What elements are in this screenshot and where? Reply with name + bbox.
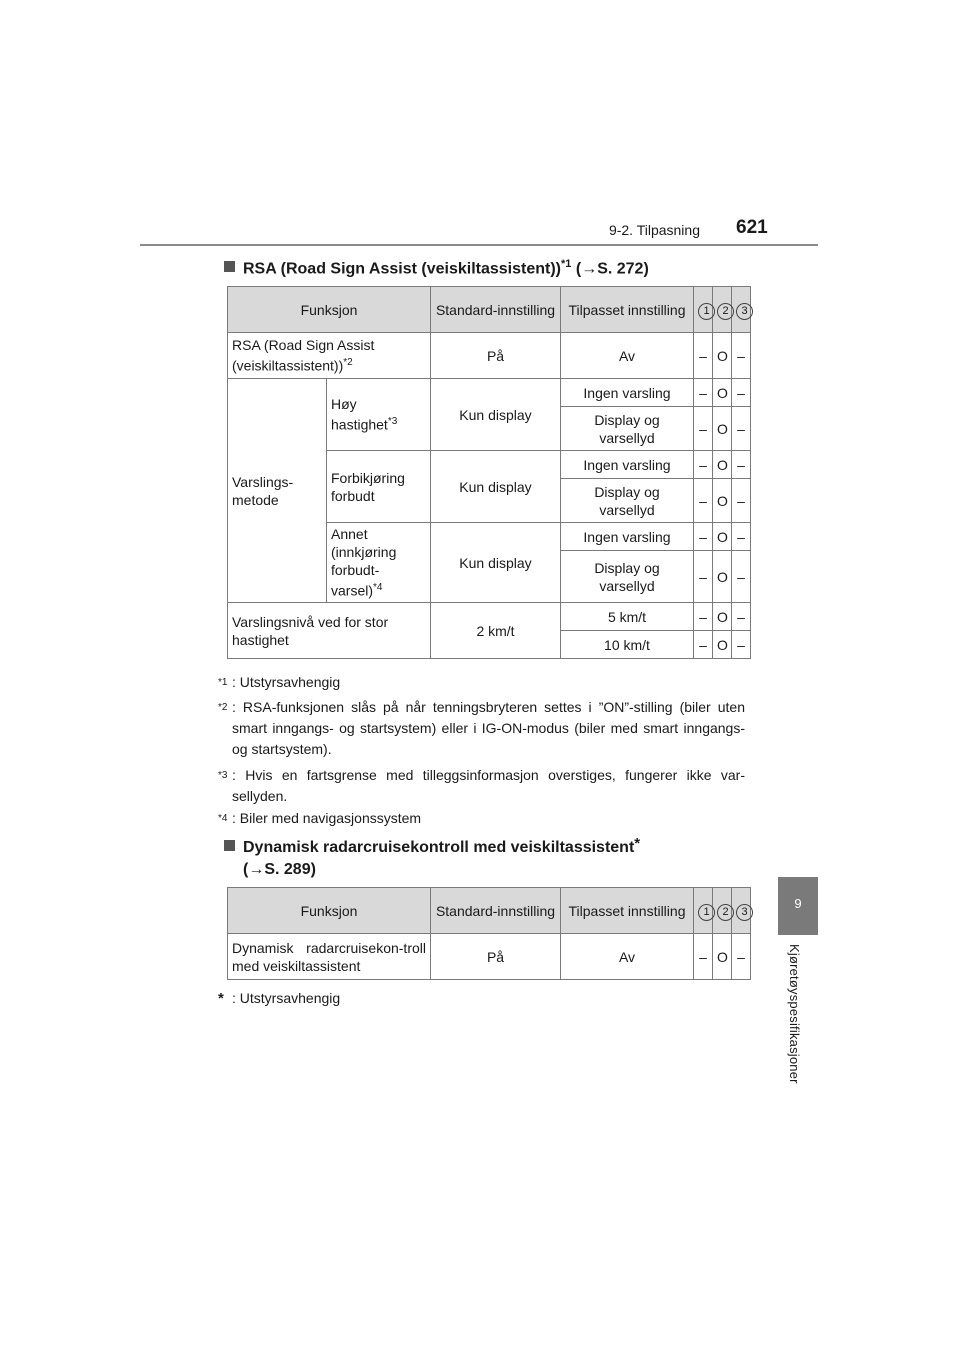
cell-3: – bbox=[732, 631, 751, 659]
cell-custom: Ingen varsling bbox=[561, 451, 694, 479]
square-bullet-icon bbox=[224, 261, 235, 272]
cell-1: – bbox=[694, 333, 713, 379]
row-label: RSA (Road Sign Assist (veiskiltassistent))$^{*2}$ bbox=[228, 333, 431, 379]
circle-3-icon: 3 bbox=[736, 303, 753, 320]
cell-3: – bbox=[732, 451, 751, 479]
page-number: 621 bbox=[736, 217, 768, 238]
col-function: Funksjon bbox=[228, 888, 431, 934]
cell-custom: Ingen varsling bbox=[561, 523, 694, 551]
cell-2: O bbox=[713, 379, 732, 407]
cell-custom: Ingen varsling bbox=[561, 379, 694, 407]
drcc-table bbox=[227, 887, 751, 980]
header-rule bbox=[140, 244, 818, 246]
cell-2: O bbox=[713, 631, 732, 659]
cell-default: Kun display bbox=[431, 379, 561, 451]
circle-2-icon: 2 bbox=[717, 303, 734, 320]
cell-1: – bbox=[694, 407, 713, 451]
warning-method-label: Varslings-metode bbox=[228, 379, 327, 603]
row-label: Forbikjøring forbudt bbox=[327, 451, 431, 523]
chapter-number: 9 bbox=[794, 896, 802, 911]
cell-1: – bbox=[694, 379, 713, 407]
cell-default: Kun display bbox=[431, 523, 561, 603]
rsa-heading: RSA (Road Sign Assist (veiskiltassistent))$^{*1}$ (→S. 272) bbox=[224, 253, 649, 280]
cell-default: På bbox=[431, 333, 561, 379]
col-1 bbox=[694, 287, 713, 333]
col-default: Standard-innstilling bbox=[431, 287, 561, 333]
row-label: Varslingsnivå ved for stor hastighet bbox=[228, 603, 431, 659]
cell-1: – bbox=[694, 551, 713, 603]
cell-2: O bbox=[713, 603, 732, 631]
footnote-2: *2 : RSA-funksjonen slås på når tenningsbryteren settes i ”ON”-stilling (biler uten smart inngangs- og startsystem) eller i IG-ON-modus (biler med smart inngangs- og startsystem). bbox=[218, 699, 745, 757]
table-header-row bbox=[228, 888, 751, 934]
cell-custom: Display og varsellyd bbox=[561, 551, 694, 603]
drcc-footnote: * : Utstyrsavhengig bbox=[218, 990, 341, 1007]
section-title: 9-2. Tilpasning bbox=[608, 222, 700, 238]
row-label: Dynamisk radarcruisekon-troll med veiskiltassistent bbox=[228, 934, 431, 980]
cell-custom: Display og varsellyd bbox=[561, 479, 694, 523]
cell-2: O bbox=[713, 479, 732, 523]
cell-3: – bbox=[732, 551, 751, 603]
col-3 bbox=[732, 888, 751, 934]
cell-default: Kun display bbox=[431, 451, 561, 523]
cell-2: O bbox=[713, 333, 732, 379]
cell-3: – bbox=[732, 407, 751, 451]
cell-2: O bbox=[713, 523, 732, 551]
drcc-heading: Dynamisk radarcruisekontroll med veiskiltassistent* (→S. 289) bbox=[224, 833, 640, 881]
cell-custom: Av bbox=[561, 934, 694, 980]
cell-1: – bbox=[694, 631, 713, 659]
col-custom: Tilpasset innstilling bbox=[561, 287, 694, 333]
col-function: Funksjon bbox=[228, 287, 431, 333]
cell-custom: 10 km/t bbox=[561, 631, 694, 659]
circle-1-icon: 1 bbox=[698, 303, 715, 320]
row-label: Annet (innkjøring forbudt-varsel)$^{*4}$ bbox=[327, 523, 431, 603]
drcc-heading-ref: (→S. 289) bbox=[243, 861, 316, 878]
square-bullet-icon bbox=[224, 840, 235, 851]
cell-default: 2 km/t bbox=[431, 603, 561, 659]
cell-3: – bbox=[732, 333, 751, 379]
cell-3: – bbox=[732, 379, 751, 407]
circle-3-icon: 3 bbox=[736, 904, 753, 921]
cell-2: O bbox=[713, 451, 732, 479]
table-row bbox=[228, 934, 751, 980]
footnote-1: *1 : Utstyrsavhengig bbox=[218, 674, 341, 690]
cell-custom: 5 km/t bbox=[561, 603, 694, 631]
cell-1: – bbox=[694, 451, 713, 479]
cell-custom: Display og varsellyd bbox=[561, 407, 694, 451]
row-label: Høy hastighet$^{*3}$ bbox=[327, 379, 431, 451]
cell-default: På bbox=[431, 934, 561, 980]
cell-1: – bbox=[694, 523, 713, 551]
circle-2-icon: 2 bbox=[717, 904, 734, 921]
cell-3: – bbox=[732, 479, 751, 523]
cell-1: – bbox=[694, 603, 713, 631]
cell-custom: Av bbox=[561, 333, 694, 379]
footnote-3: *3 : Hvis en fartsgrense med tilleggsinformasjon overstiges, fungerer ikke var-sellyden. bbox=[218, 767, 745, 804]
cell-1: – bbox=[694, 479, 713, 523]
cell-3: – bbox=[732, 603, 751, 631]
table-row bbox=[228, 603, 751, 631]
cell-1: – bbox=[694, 934, 713, 980]
col-1 bbox=[694, 888, 713, 934]
circle-1-icon: 1 bbox=[698, 904, 715, 921]
col-3 bbox=[732, 287, 751, 333]
cell-2: O bbox=[713, 551, 732, 603]
col-custom: Tilpasset innstilling bbox=[561, 888, 694, 934]
chapter-title: Kjøretøyspesifikasjoner bbox=[787, 944, 802, 1084]
col-default: Standard-innstilling bbox=[431, 888, 561, 934]
table-row bbox=[228, 379, 751, 407]
col-2 bbox=[713, 287, 732, 333]
rsa-heading-ref: (→S. 272) bbox=[575, 260, 649, 278]
footnote-4: *4 : Biler med navigasjonssystem bbox=[218, 810, 422, 826]
cell-2: O bbox=[713, 934, 732, 980]
col-2 bbox=[713, 888, 732, 934]
cell-2: O bbox=[713, 407, 732, 451]
rsa-heading-mark: *1 bbox=[561, 258, 572, 270]
cell-3: – bbox=[732, 934, 751, 980]
rsa-table bbox=[227, 286, 751, 659]
cell-3: – bbox=[732, 523, 751, 551]
table-row bbox=[228, 333, 751, 379]
table-header-row bbox=[228, 287, 751, 333]
